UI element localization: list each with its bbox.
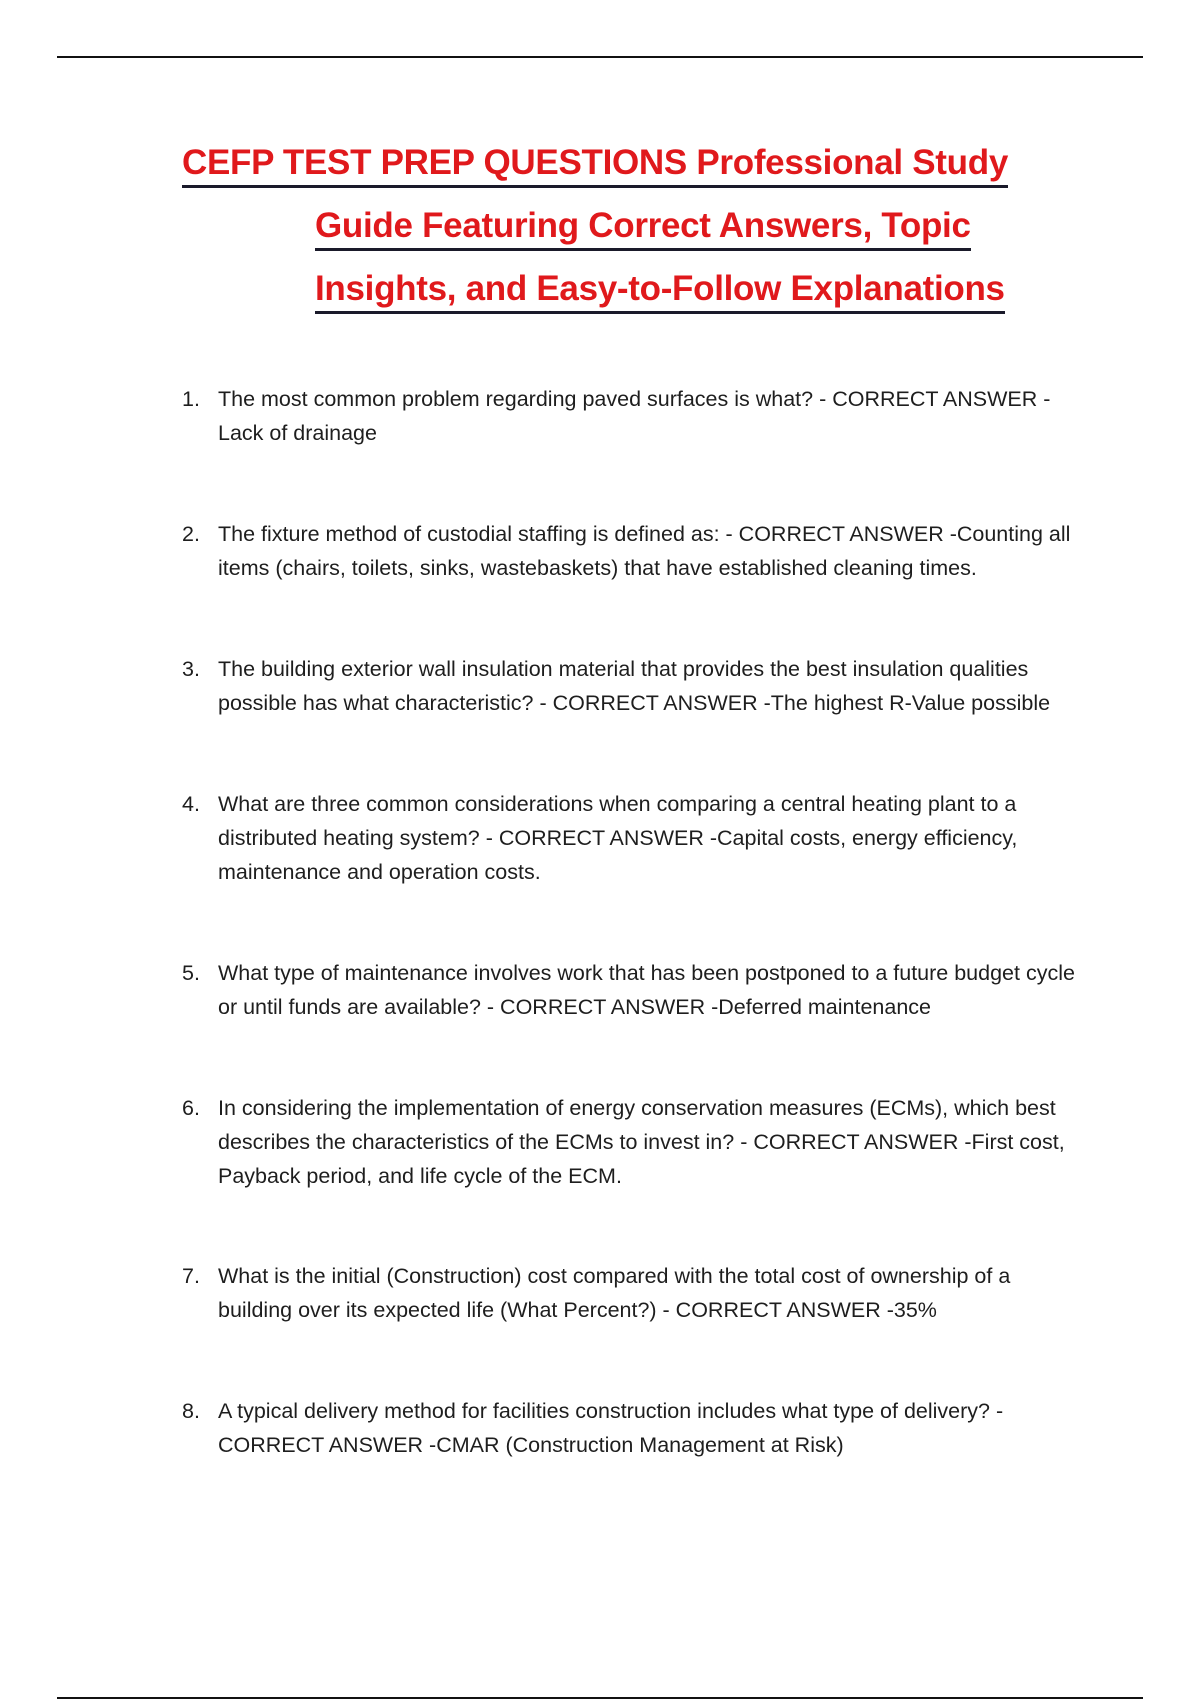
question-text: In considering the implementation of energy conservation measures (ECMs), which best describes the characteristics of the ECMs to invest in? - CORRECT ANSWER -First cost, Payback period, and life cycle of the ECM. bbox=[218, 1096, 1065, 1188]
question-item-4 bbox=[182, 787, 1082, 889]
question-text: What type of maintenance involves work that has been postponed to a future budget cycle or until funds are available? - CORRECT ANSWER -Deferred maintenance bbox=[218, 961, 1075, 1019]
question-item-7 bbox=[182, 1259, 1082, 1327]
question-number: 4. bbox=[182, 792, 200, 816]
title-line-3: Insights, and Easy-to-Follow Explanations bbox=[315, 269, 1005, 314]
title-line-2: Guide Featuring Correct Answers, Topic bbox=[315, 206, 971, 251]
question-text: A typical delivery method for facilities construction includes what type of delivery? - CORRECT ANSWER -CMAR (Construction Management at Risk) bbox=[218, 1399, 1004, 1457]
question-number: 6. bbox=[182, 1096, 200, 1120]
question-item-2 bbox=[182, 517, 1082, 585]
question-text: What are three common considerations when comparing a central heating plant to a distributed heating system? - CORRECT ANSWER -Capital costs, energy efficiency, maintenance and operation costs. bbox=[218, 792, 1018, 884]
question-number: 3. bbox=[182, 657, 200, 681]
question-text: What is the initial (Construction) cost compared with the total cost of ownership of a building over its expected life (What Percent?) - CORRECT ANSWER -35% bbox=[218, 1264, 1011, 1322]
question-item-5 bbox=[182, 956, 1082, 1024]
question-item-3 bbox=[182, 652, 1082, 720]
question-number: 8. bbox=[182, 1399, 200, 1423]
question-number: 1. bbox=[182, 387, 200, 411]
title-line-1: CEFP TEST PREP QUESTIONS Professional Study bbox=[182, 143, 1008, 188]
question-number: 7. bbox=[182, 1264, 200, 1288]
question-item-1 bbox=[182, 382, 1082, 450]
bottom-rule bbox=[57, 1697, 1143, 1699]
question-item-8 bbox=[182, 1394, 1082, 1462]
top-rule bbox=[57, 56, 1143, 58]
question-item-6 bbox=[182, 1091, 1082, 1193]
question-text: The fixture method of custodial staffing is defined as: - CORRECT ANSWER -Counting all items (chairs, toilets, sinks, wastebaskets) that have established cleaning times. bbox=[218, 522, 1071, 580]
question-number: 2. bbox=[182, 522, 200, 546]
question-number: 5. bbox=[182, 961, 200, 985]
question-text: The most common problem regarding paved surfaces is what? - CORRECT ANSWER -Lack of drainage bbox=[218, 387, 1051, 445]
question-text: The building exterior wall insulation material that provides the best insulation qualities possible has what characteristic? - CORRECT ANSWER -The highest R-Value possible bbox=[218, 657, 1051, 715]
